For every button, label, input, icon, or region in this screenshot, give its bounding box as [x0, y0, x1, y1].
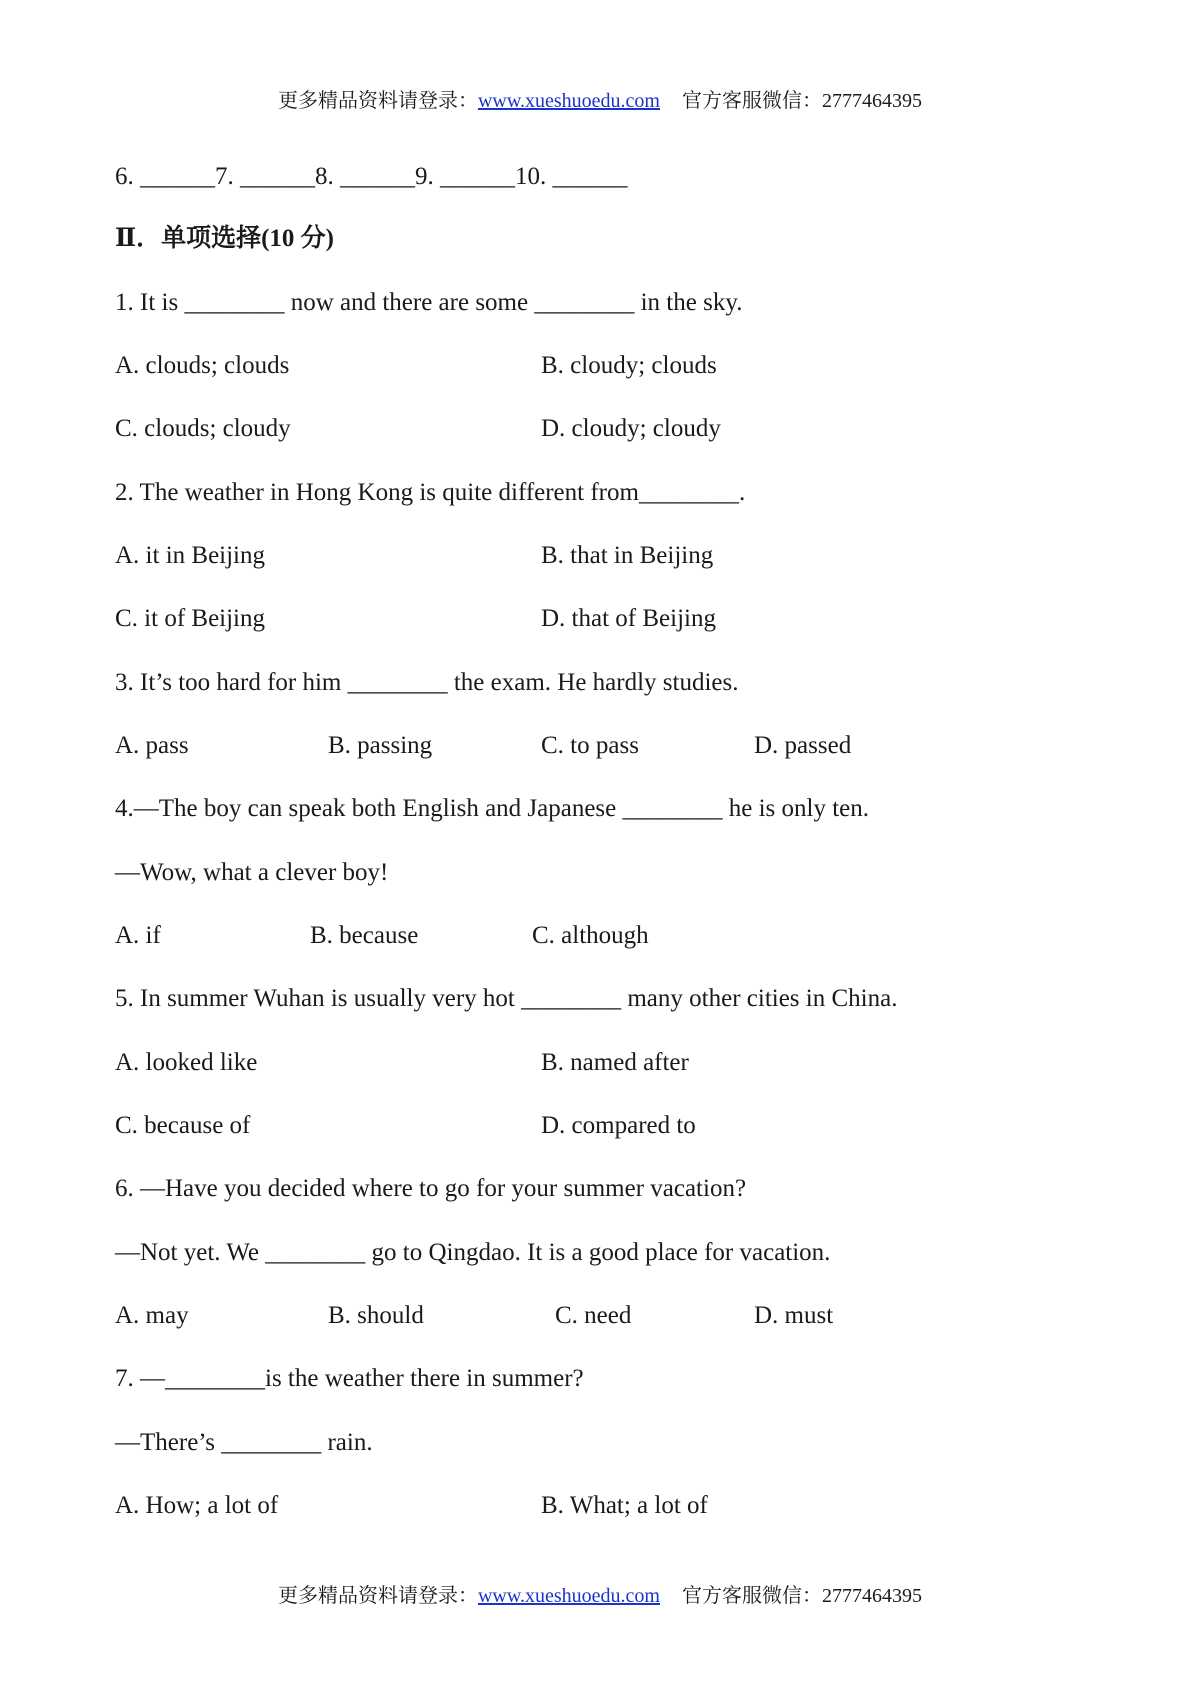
question-6-option-a: A. may [115, 1302, 189, 1329]
question-7-reply: —There’s ________ rain. [115, 1429, 373, 1456]
question-1-option-d: D. cloudy; cloudy [541, 415, 721, 442]
question-2-option-a: A. it in Beijing [115, 542, 265, 569]
question-6-option-d: D. must [754, 1302, 834, 1329]
footer-prefix: 更多精品资料请登录： [277, 1585, 478, 1607]
footer-website-link[interactable]: www.xueshuoedu.com [477, 1585, 660, 1607]
section-title: Ⅱ．单项选择(10 分) [115, 225, 334, 252]
footer-wechat: 官方客服微信：2777464395 [682, 1585, 922, 1607]
header-website-link[interactable]: www.xueshuoedu.com [477, 90, 660, 112]
question-3-stem: 3. It’s too hard for him ________ the exam. He hardly studies. [115, 669, 739, 696]
question-1-option-c: C. clouds; cloudy [115, 415, 291, 442]
question-7-option-a: A. How; a lot of [115, 1492, 279, 1519]
question-3-option-d: D. passed [754, 732, 852, 759]
question-7-option-b: B. What; a lot of [541, 1492, 708, 1519]
question-4-reply: —Wow, what a clever boy! [115, 859, 389, 886]
question-2-stem: 2. The weather in Hong Kong is quite different from________. [115, 479, 746, 506]
question-2-option-c: C. it of Beijing [115, 605, 265, 632]
question-5-option-b: B. named after [541, 1049, 689, 1076]
question-3-option-b: B. passing [328, 732, 433, 759]
question-6-reply: —Not yet. We ________ go to Qingdao. It is a good place for vacation. [115, 1239, 831, 1266]
question-1-option-b: B. cloudy; clouds [541, 352, 717, 379]
question-4-option-a: A. if [115, 922, 161, 949]
question-4-option-c: C. although [532, 922, 649, 949]
question-6-option-c: C. need [555, 1302, 632, 1329]
question-7-stem: 7. —________is the weather there in summer? [115, 1365, 584, 1392]
header-wechat: 官方客服微信：2777464395 [682, 90, 922, 112]
page-header [0, 88, 1200, 114]
page-footer [0, 1583, 1200, 1609]
header-prefix: 更多精品资料请登录： [277, 90, 478, 112]
question-1-stem: 1. It is ________ now and there are some ________ in the sky. [115, 289, 743, 316]
question-5-option-d: D. compared to [541, 1112, 696, 1139]
question-5-option-a: A. looked like [115, 1049, 258, 1076]
question-6-option-b: B. should [328, 1302, 424, 1329]
question-4-option-b: B. because [310, 922, 419, 949]
question-5-stem: 5. In summer Wuhan is usually very hot ________ many other cities in China. [115, 985, 898, 1012]
question-1-option-a: A. clouds; clouds [115, 352, 290, 379]
question-5-option-c: C. because of [115, 1112, 251, 1139]
question-2-option-b: B. that in Beijing [541, 542, 714, 569]
answer-blanks: 6. ______7. ______8. ______9. ______10. ______ [115, 163, 628, 190]
question-2-option-d: D. that of Beijing [541, 605, 716, 632]
question-6-stem: 6. —Have you decided where to go for your summer vacation? [115, 1175, 747, 1202]
question-3-option-a: A. pass [115, 732, 189, 759]
question-4-stem: 4.—The boy can speak both English and Japanese ________ he is only ten. [115, 795, 870, 822]
question-3-option-c: C. to pass [541, 732, 639, 759]
